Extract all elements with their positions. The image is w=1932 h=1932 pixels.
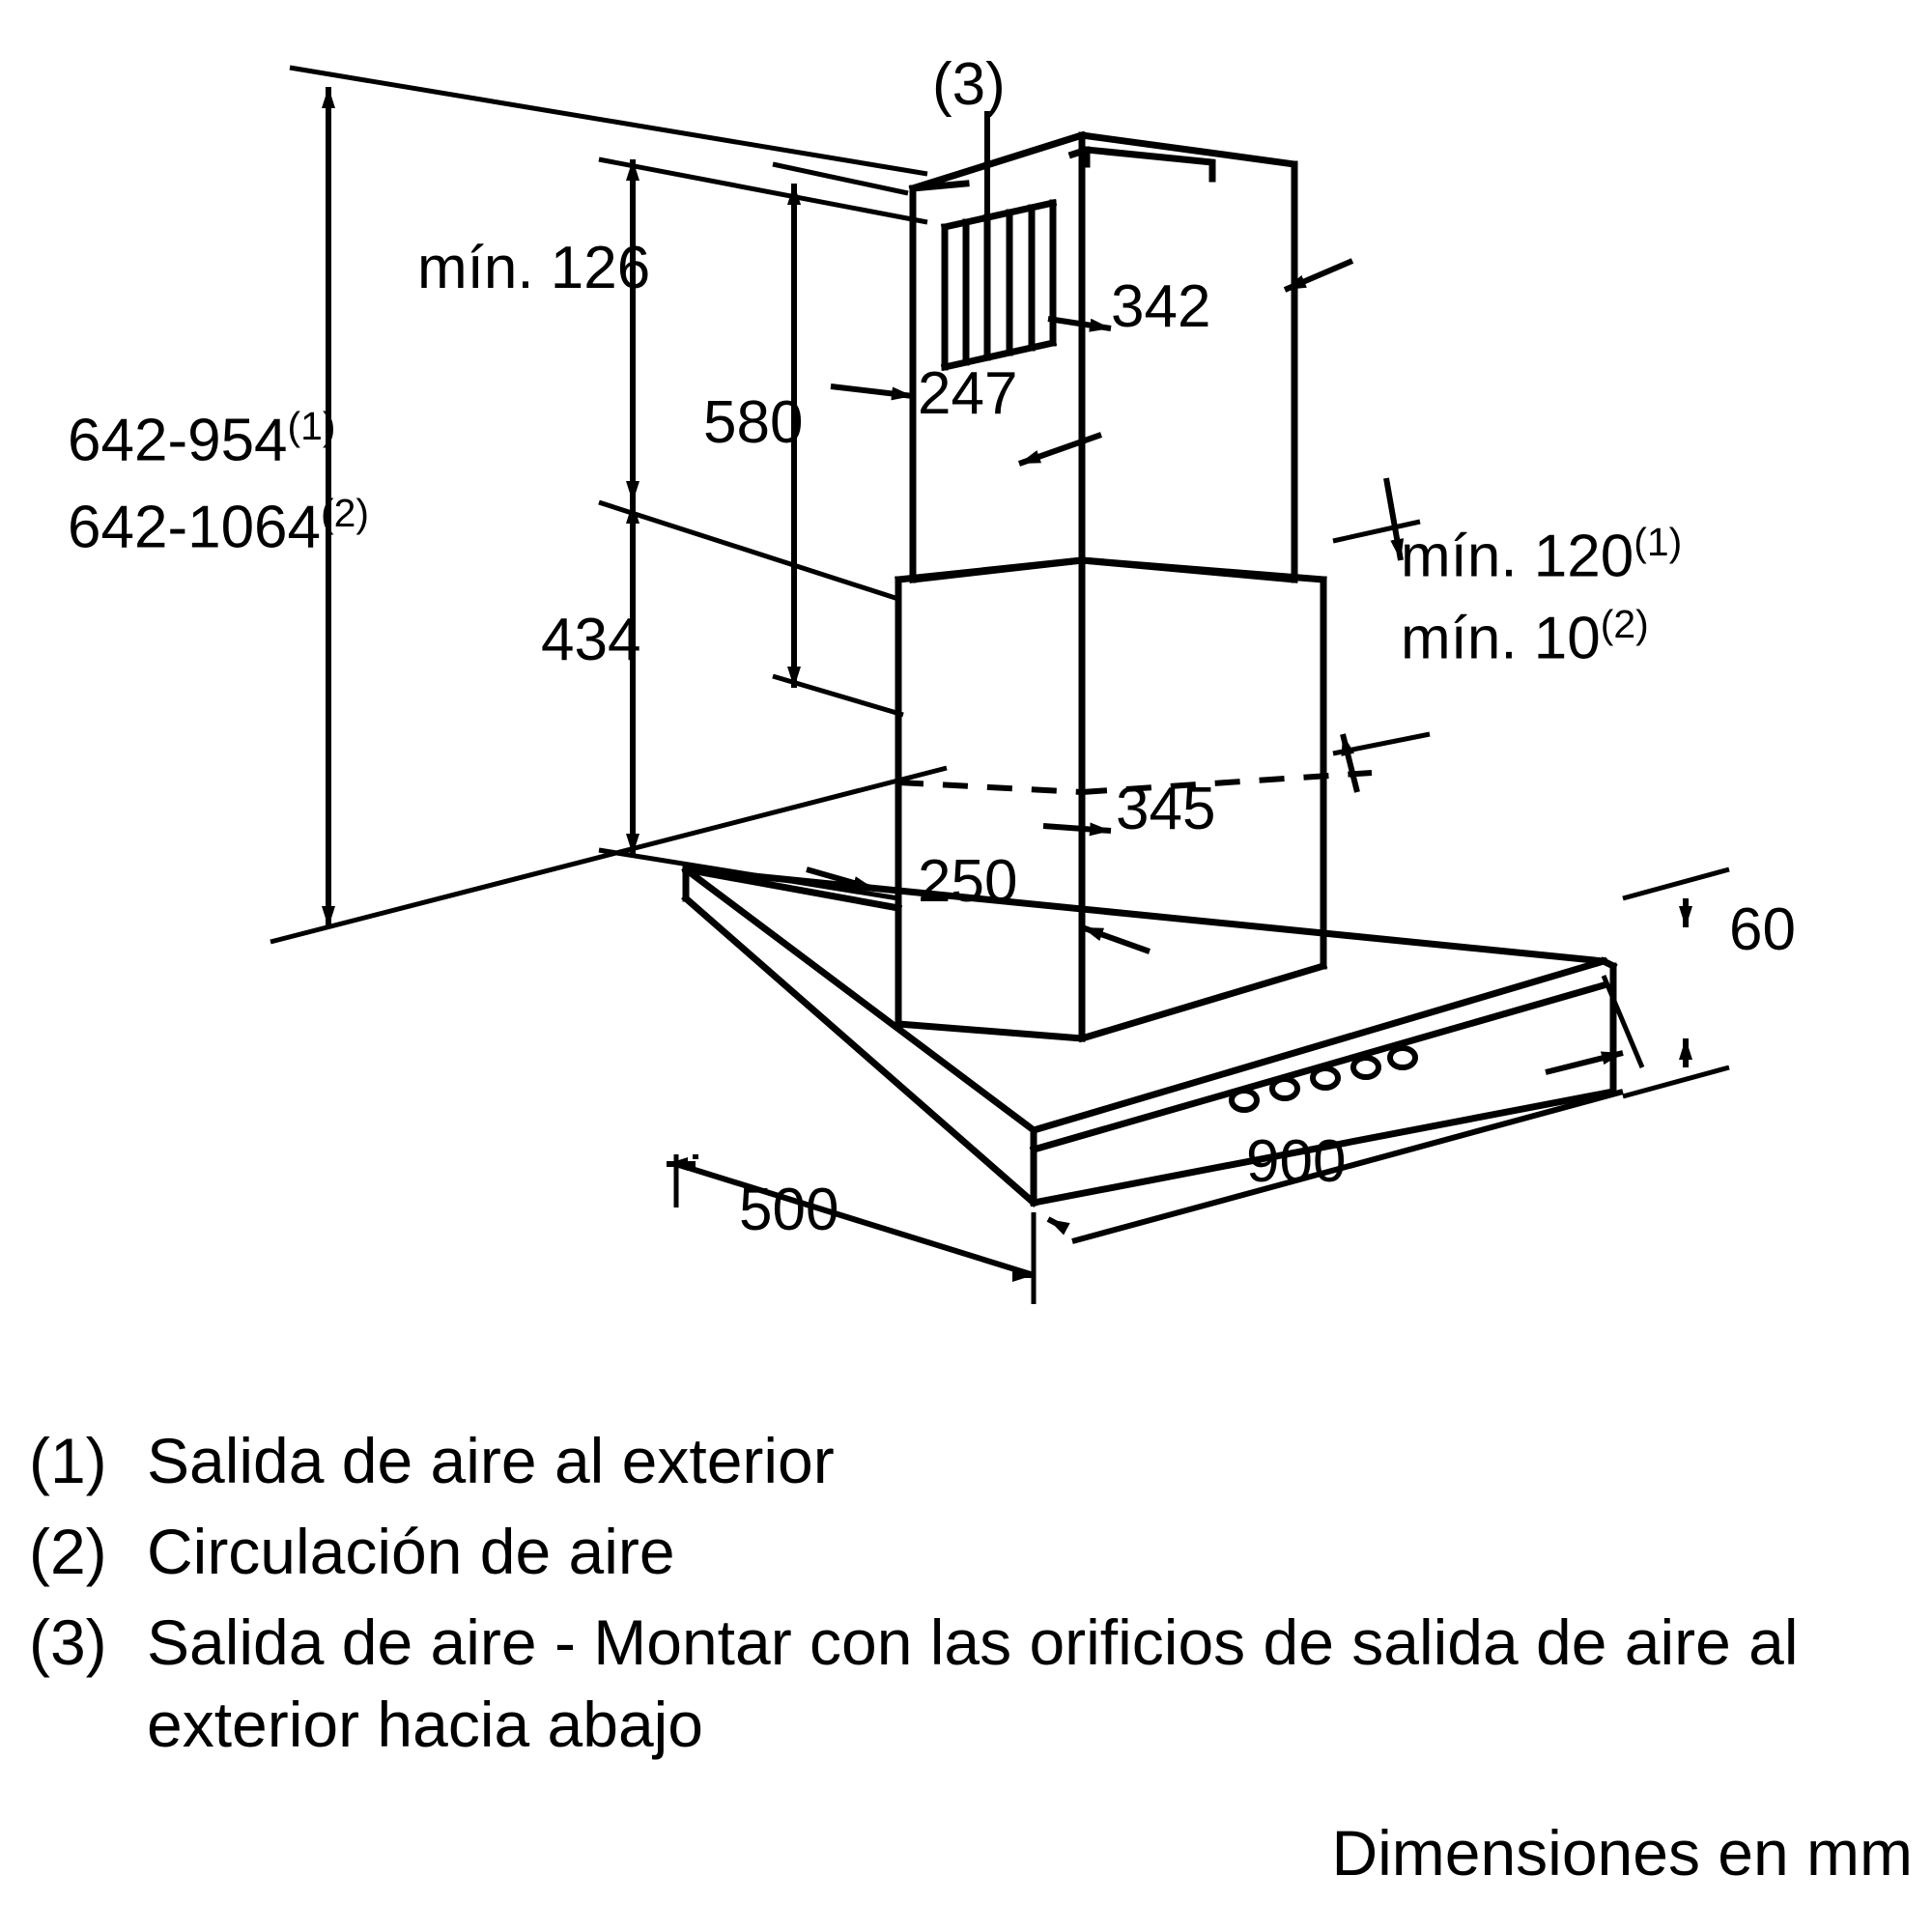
dim-342: 342 xyxy=(1111,273,1211,340)
units-note: Dimensiones en mm xyxy=(1331,1817,1913,1889)
dim-900: 900 xyxy=(1246,1128,1347,1195)
legend-marker: (1) xyxy=(29,1425,107,1496)
legend-item xyxy=(29,1511,1903,1594)
dim-500: 500 xyxy=(739,1177,839,1243)
dim-580: 580 xyxy=(703,389,804,456)
dim-247: 247 xyxy=(918,360,1018,427)
legend-marker: (3) xyxy=(29,1605,107,1678)
legend-text: Salida de aire - Montar con las orificios de salida de aire al exterior hacia abajo xyxy=(147,1605,1799,1761)
dim-60: 60 xyxy=(1729,896,1796,963)
legend-marker: (2) xyxy=(29,1515,107,1587)
dim-min-126: mín. 126 xyxy=(417,235,651,301)
callout-3-label: (3) xyxy=(932,51,1006,118)
dim-345: 345 xyxy=(1116,776,1216,842)
legend-text: Salida de aire al exterior xyxy=(147,1425,835,1496)
dim-height-range-1: 642-954$^{(1)}$ xyxy=(68,404,336,474)
dim-min-120: mín. 120$^{(1)}$ xyxy=(1401,520,1683,590)
legend-item xyxy=(29,1602,1903,1768)
dim-min-10: mín. 10$^{(2)}$ xyxy=(1401,602,1649,672)
dim-250: 250 xyxy=(918,848,1018,915)
dim-434: 434 xyxy=(541,607,641,673)
legend-item xyxy=(29,1420,1903,1503)
legend xyxy=(29,1420,1903,1775)
legend-text: Circulación de aire xyxy=(147,1515,675,1587)
dim-height-range-2: 642-1064$^{(2)}$ xyxy=(68,491,370,561)
